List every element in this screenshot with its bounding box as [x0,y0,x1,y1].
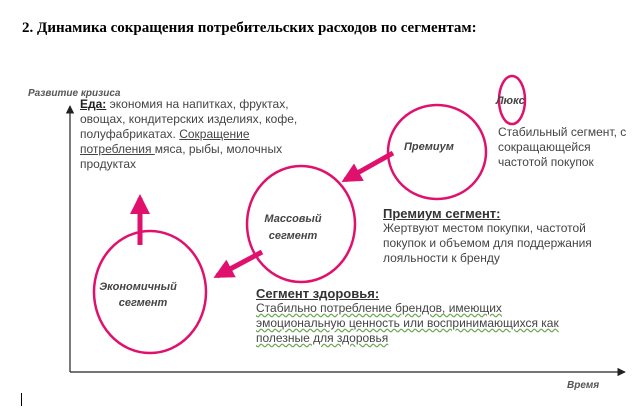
food-label: Еда: [80,97,107,111]
text-cursor [21,393,22,406]
premium-segment-block [383,206,623,266]
mass-segment-label-line1: Массовый [264,213,322,225]
arrow-premium-to-mass [345,153,393,180]
x-axis-label: Время [567,380,600,391]
page-title: 2. Динамика сокращения потребительских расходов по сегментам: [22,20,477,36]
premium-label: Премиум [404,141,454,153]
food-cut-label: Сокращение потребления [80,127,250,156]
food-text-1: экономия на напитках, фруктах, овощах, кондитерских изделиях, кофе, полуфабрикатах. [80,97,298,141]
food-text-2: мяса, рыбы, молочных продуктах [80,142,283,171]
health-segment-body: Стабильно потребление брендов, имеющих эмоциональную ценность или воспринимающихся как полезные для здоровья [256,301,559,345]
mass-segment-label-line2: сегмент [268,230,318,242]
health-segment-heading: Сегмент здоровья: [256,286,380,301]
arrow-mass-to-economy [217,252,262,276]
health-segment-block [256,286,586,346]
lux-note: Стабильный сегмент, с сокращающейся частотой покупок [498,125,627,169]
premium-segment-heading: Премиум сегмент: [383,206,501,221]
y-axis-label: Развитие кризиса [28,88,121,99]
economy-segment-label-line2: сегмент [118,297,168,309]
lux-label: Люкс [496,95,525,107]
premium-segment-body: Жертвуют местом покупки, частотой покупок и объемом для поддержания лояльности к бренду [383,221,592,265]
food-note [80,97,320,172]
economy-segment-label-line1: Экономичный [99,281,177,293]
